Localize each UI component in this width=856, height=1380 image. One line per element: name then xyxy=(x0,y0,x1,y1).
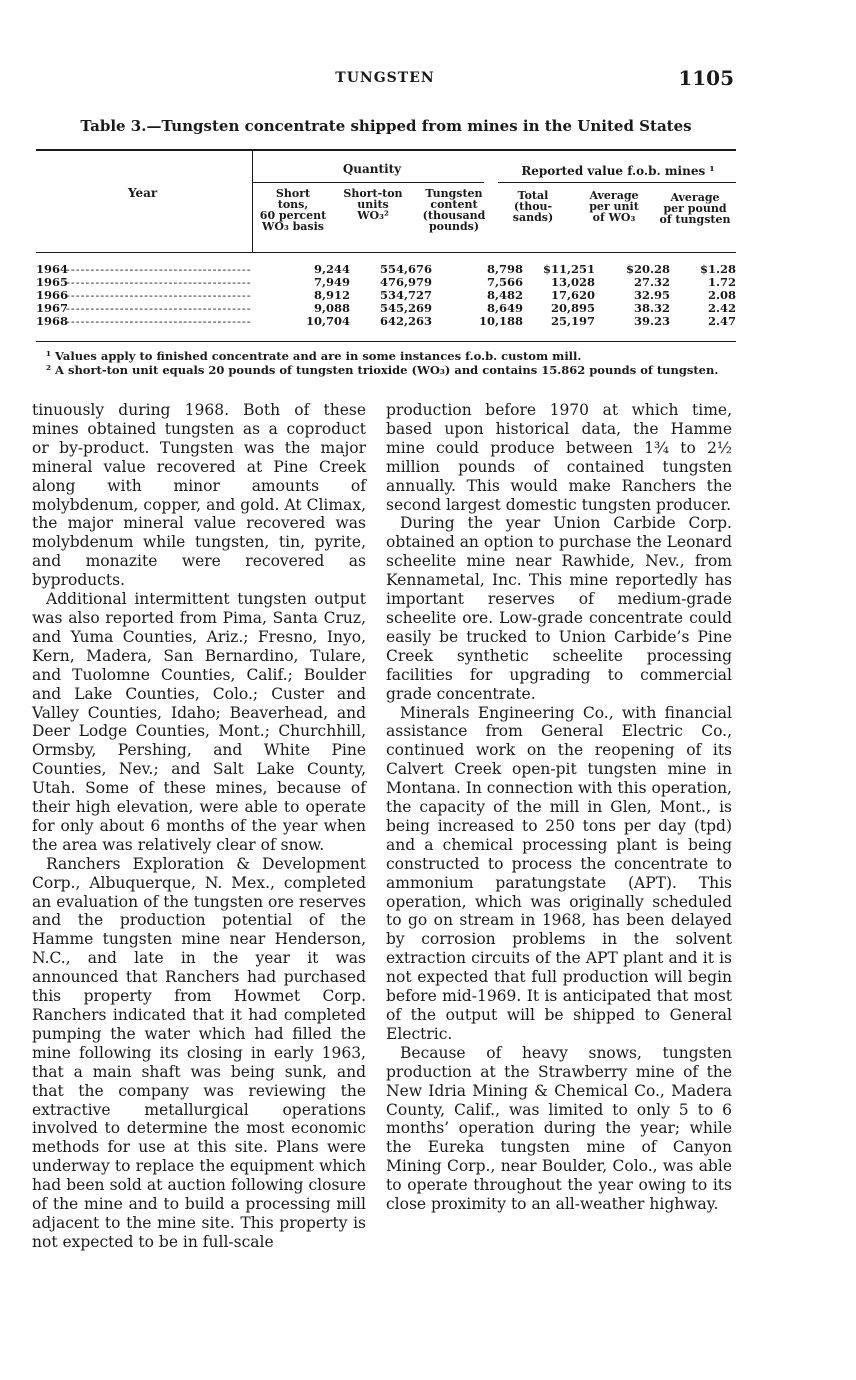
cell-total: 20,895 xyxy=(550,301,595,315)
cell-tungsten-content: 8,649 xyxy=(486,301,523,315)
cell-short-tons: 9,088 xyxy=(313,301,350,315)
dot-leader: -------------------------------------- xyxy=(66,276,252,288)
col-header-average-per-unit xyxy=(575,190,653,223)
cell-average-per-pound: 2.08 xyxy=(707,288,736,302)
running-title: TUNGSTEN xyxy=(335,70,435,86)
col-header-average-per-pound xyxy=(654,192,736,225)
col-header-short-ton-units xyxy=(336,188,410,221)
col-header-tungsten-content xyxy=(414,188,494,232)
cell-short-tons: 10,704 xyxy=(305,314,350,328)
dot-leader: -------------------------------------- xyxy=(66,302,252,314)
table-row xyxy=(36,276,736,288)
cell-average-per-unit: 27.32 xyxy=(633,275,670,289)
quantity-group-header: Quantity xyxy=(342,162,402,176)
cell-short-tons: 9,244 xyxy=(313,262,350,276)
cell-average-per-unit: 39.23 xyxy=(633,314,670,328)
paragraph: Additional intermittent tungsten output was also reported from Pima, Santa Cruz, and Yuma Counties, Ariz.; Fresno, Inyo, Kern, Madera, San Bernardino, Tulare, and Tuolomne Counties, Calif.; Boulder and Lake Counties, Colo.; Custer and Valley Counties, Idaho; Beaverhead, and Deer Lodge Counties, Mont.; Churchhill, Ormsby, Pershing, and White Pine Counties, Nev.; and Salt Lake County, Utah. Some of these mines, because of their high elevation, were able to operate for only about 6 months of the year when the area was relatively clear of snow. xyxy=(32,590,366,854)
cell-short-ton-units: 545,269 xyxy=(379,301,432,315)
col-header-line: per unit xyxy=(589,200,639,213)
paragraph: tinuously during 1968. Both of these mines obtained tungsten as a coproduct or by-product. Tungsten was the major mineral value recovered at Pine Creek along with minor amounts of molybdenum, copper, and gold. At Climax, the major mineral value recovered was molybdenum while tungsten, tin, pyrite, and monazite were recovered as byproducts. xyxy=(32,401,366,590)
paragraph: production before 1970 at which time, based upon historical data, the Hamme mine could produce between 1¾ to 2½ million pounds of contained tungsten annually. This would make Ranchers the second largest domestic tungsten producer. xyxy=(386,401,732,514)
paragraph: Minerals Engineering Co., with financial assistance from General Electric Co., continued work on the reopening of its Calvert Creek open-pit tungsten mine in Montana. In connection with this operation, the capacity of the mill in Glen, Mont., is being increased to 250 tons per day (tpd) and a chemical processing plant is being constructed to process the concentrate to ammonium paratungstate (APT). This operation, which was originally scheduled to go on stream in 1968, has been delayed by corrosion problems in the solvent extraction circuits of the APT plant and it is not expected that full production will begin before mid-1969. It is anticipated that most of the output will be shipped to General Electric. xyxy=(386,703,732,1043)
col-header-line: Average xyxy=(670,191,720,204)
cell-year: 1965 xyxy=(36,275,69,289)
col-header-line: WO₃ basis xyxy=(262,220,324,233)
cell-short-ton-units: 642,263 xyxy=(379,314,432,328)
dot-leader: -------------------------------------- xyxy=(66,315,252,327)
cell-short-ton-units: 534,727 xyxy=(379,288,432,302)
col-header-short-tons xyxy=(252,188,334,232)
col-header-line: tons, xyxy=(277,198,309,211)
col-header-line: per pound xyxy=(663,202,727,215)
col-header-line: Short xyxy=(275,187,311,200)
col-header-total xyxy=(503,190,563,223)
col-header-line: units xyxy=(357,198,389,211)
cell-average-per-pound: 2.42 xyxy=(707,301,736,315)
cell-tungsten-content: 8,798 xyxy=(486,262,523,276)
cell-year: 1964 xyxy=(36,262,69,276)
cell-year: 1966 xyxy=(36,288,69,302)
col-header-line: of WO₃ xyxy=(592,211,636,224)
col-header-line: Tungsten xyxy=(425,187,483,200)
col-header-line: Average xyxy=(589,189,639,202)
cell-average-per-unit: $20.28 xyxy=(625,262,670,276)
table-bottom-rule xyxy=(36,341,736,342)
cell-total: 13,028 xyxy=(550,275,595,289)
cell-average-per-unit: 32.95 xyxy=(633,288,670,302)
cell-total: $11,251 xyxy=(542,262,595,276)
col-header-line: (thou- xyxy=(513,200,553,213)
right-text-column xyxy=(386,401,732,1214)
table-top-rule xyxy=(36,149,736,151)
paragraph: Because of heavy snows, tungsten production at the Strawberry mine of the New Idria Mining & Chemical Co., Madera County, Calif., was limited to only 5 to 6 months’ operation during the year; while the Eureka tungsten mine of Canyon Mining Corp., near Boulder, Colo., was able to operate throughout the year owing to its close proximity to an all-weather highway. xyxy=(386,1043,732,1214)
table-row xyxy=(36,315,736,327)
value-group-rule xyxy=(498,182,736,183)
quantity-group-rule xyxy=(252,182,484,183)
col-header-line: Total xyxy=(517,189,549,202)
paragraph: During the year Union Carbide Corp. obtained an option to purchase the Leonard scheelite mine near Rawhide, Nev., from Kennametal, Inc. This mine reportedly has important reserves of medium-grade scheelite ore. Low-grade concentrate could easily be trucked to Union Carbide’s Pine Creek synthetic scheelite processing facilities for upgrading to commercial grade concentrate. xyxy=(386,514,732,703)
cell-tungsten-content: 10,188 xyxy=(478,314,523,328)
cell-year: 1968 xyxy=(36,314,69,328)
header-bottom-rule xyxy=(36,252,736,253)
col-header-line: WO₃² xyxy=(357,209,389,222)
cell-tungsten-content: 7,566 xyxy=(486,275,523,289)
cell-average-per-unit: 38.32 xyxy=(633,301,670,315)
col-header-line: of tungsten xyxy=(659,213,731,226)
table-row xyxy=(36,289,736,301)
cell-year: 1967 xyxy=(36,301,69,315)
cell-total: 25,197 xyxy=(550,314,595,328)
cell-tungsten-content: 8,482 xyxy=(486,288,523,302)
table-row xyxy=(36,263,736,275)
footnote-2: ² A short-ton unit equals 20 pounds of tungsten trioxide (WO₃) and contains 15.862 pounds of tungsten. xyxy=(46,363,719,377)
page-number: 1105 xyxy=(678,66,734,90)
col-header-line: sands) xyxy=(512,211,554,224)
table-footnotes xyxy=(46,349,766,377)
cell-average-per-pound: $1.28 xyxy=(699,262,736,276)
footnote-1: ¹ Values apply to finished concentrate and are in some instances f.o.b. custom mill. xyxy=(46,349,582,363)
cell-total: 17,620 xyxy=(550,288,595,302)
table-row xyxy=(36,302,736,314)
col-header-line: Short-ton xyxy=(343,187,403,200)
left-text-column xyxy=(32,401,366,1252)
dot-leader: -------------------------------------- xyxy=(66,263,252,275)
cell-average-per-pound: 1.72 xyxy=(707,275,736,289)
col-header-line: (thousand xyxy=(422,209,486,222)
cell-short-ton-units: 476,979 xyxy=(379,275,432,289)
dot-leader: -------------------------------------- xyxy=(66,289,252,301)
col-header-line: content xyxy=(430,198,478,211)
cell-short-ton-units: 554,676 xyxy=(379,262,432,276)
col-header-line: 60 percent xyxy=(259,209,327,222)
table-title: Table 3.—Tungsten concentrate shipped from mines in the United States xyxy=(80,117,692,135)
year-column-header: Year xyxy=(128,186,158,200)
cell-average-per-pound: 2.47 xyxy=(707,314,736,328)
cell-short-tons: 8,912 xyxy=(313,288,350,302)
paragraph: Ranchers Exploration & Development Corp., Albuquerque, N. Mex., completed an evaluation of the tungsten ore reserves and the production potential of the Hamme tungsten mine near Henderson, N.C., and late in the year it was announced that Ranchers had purchased this property from Howmet Corp. Ranchers indicated that it had completed pumping the water which had filled the mine following its closing in early 1963, that a main shaft was being sunk, and that the company was reviewing the extractive metallurgical operations involved to determine the most economic methods for use at this site. Plans were underway to replace the equipment which had been sold at auction following closure of the mine and to build a processing mill adjacent to the mine site. This property is not expected to be in full-scale xyxy=(32,854,366,1251)
col-header-line: pounds) xyxy=(428,220,480,233)
value-group-header: Reported value f.o.b. mines ¹ xyxy=(521,164,715,178)
running-head xyxy=(0,66,856,90)
cell-short-tons: 7,949 xyxy=(313,275,350,289)
